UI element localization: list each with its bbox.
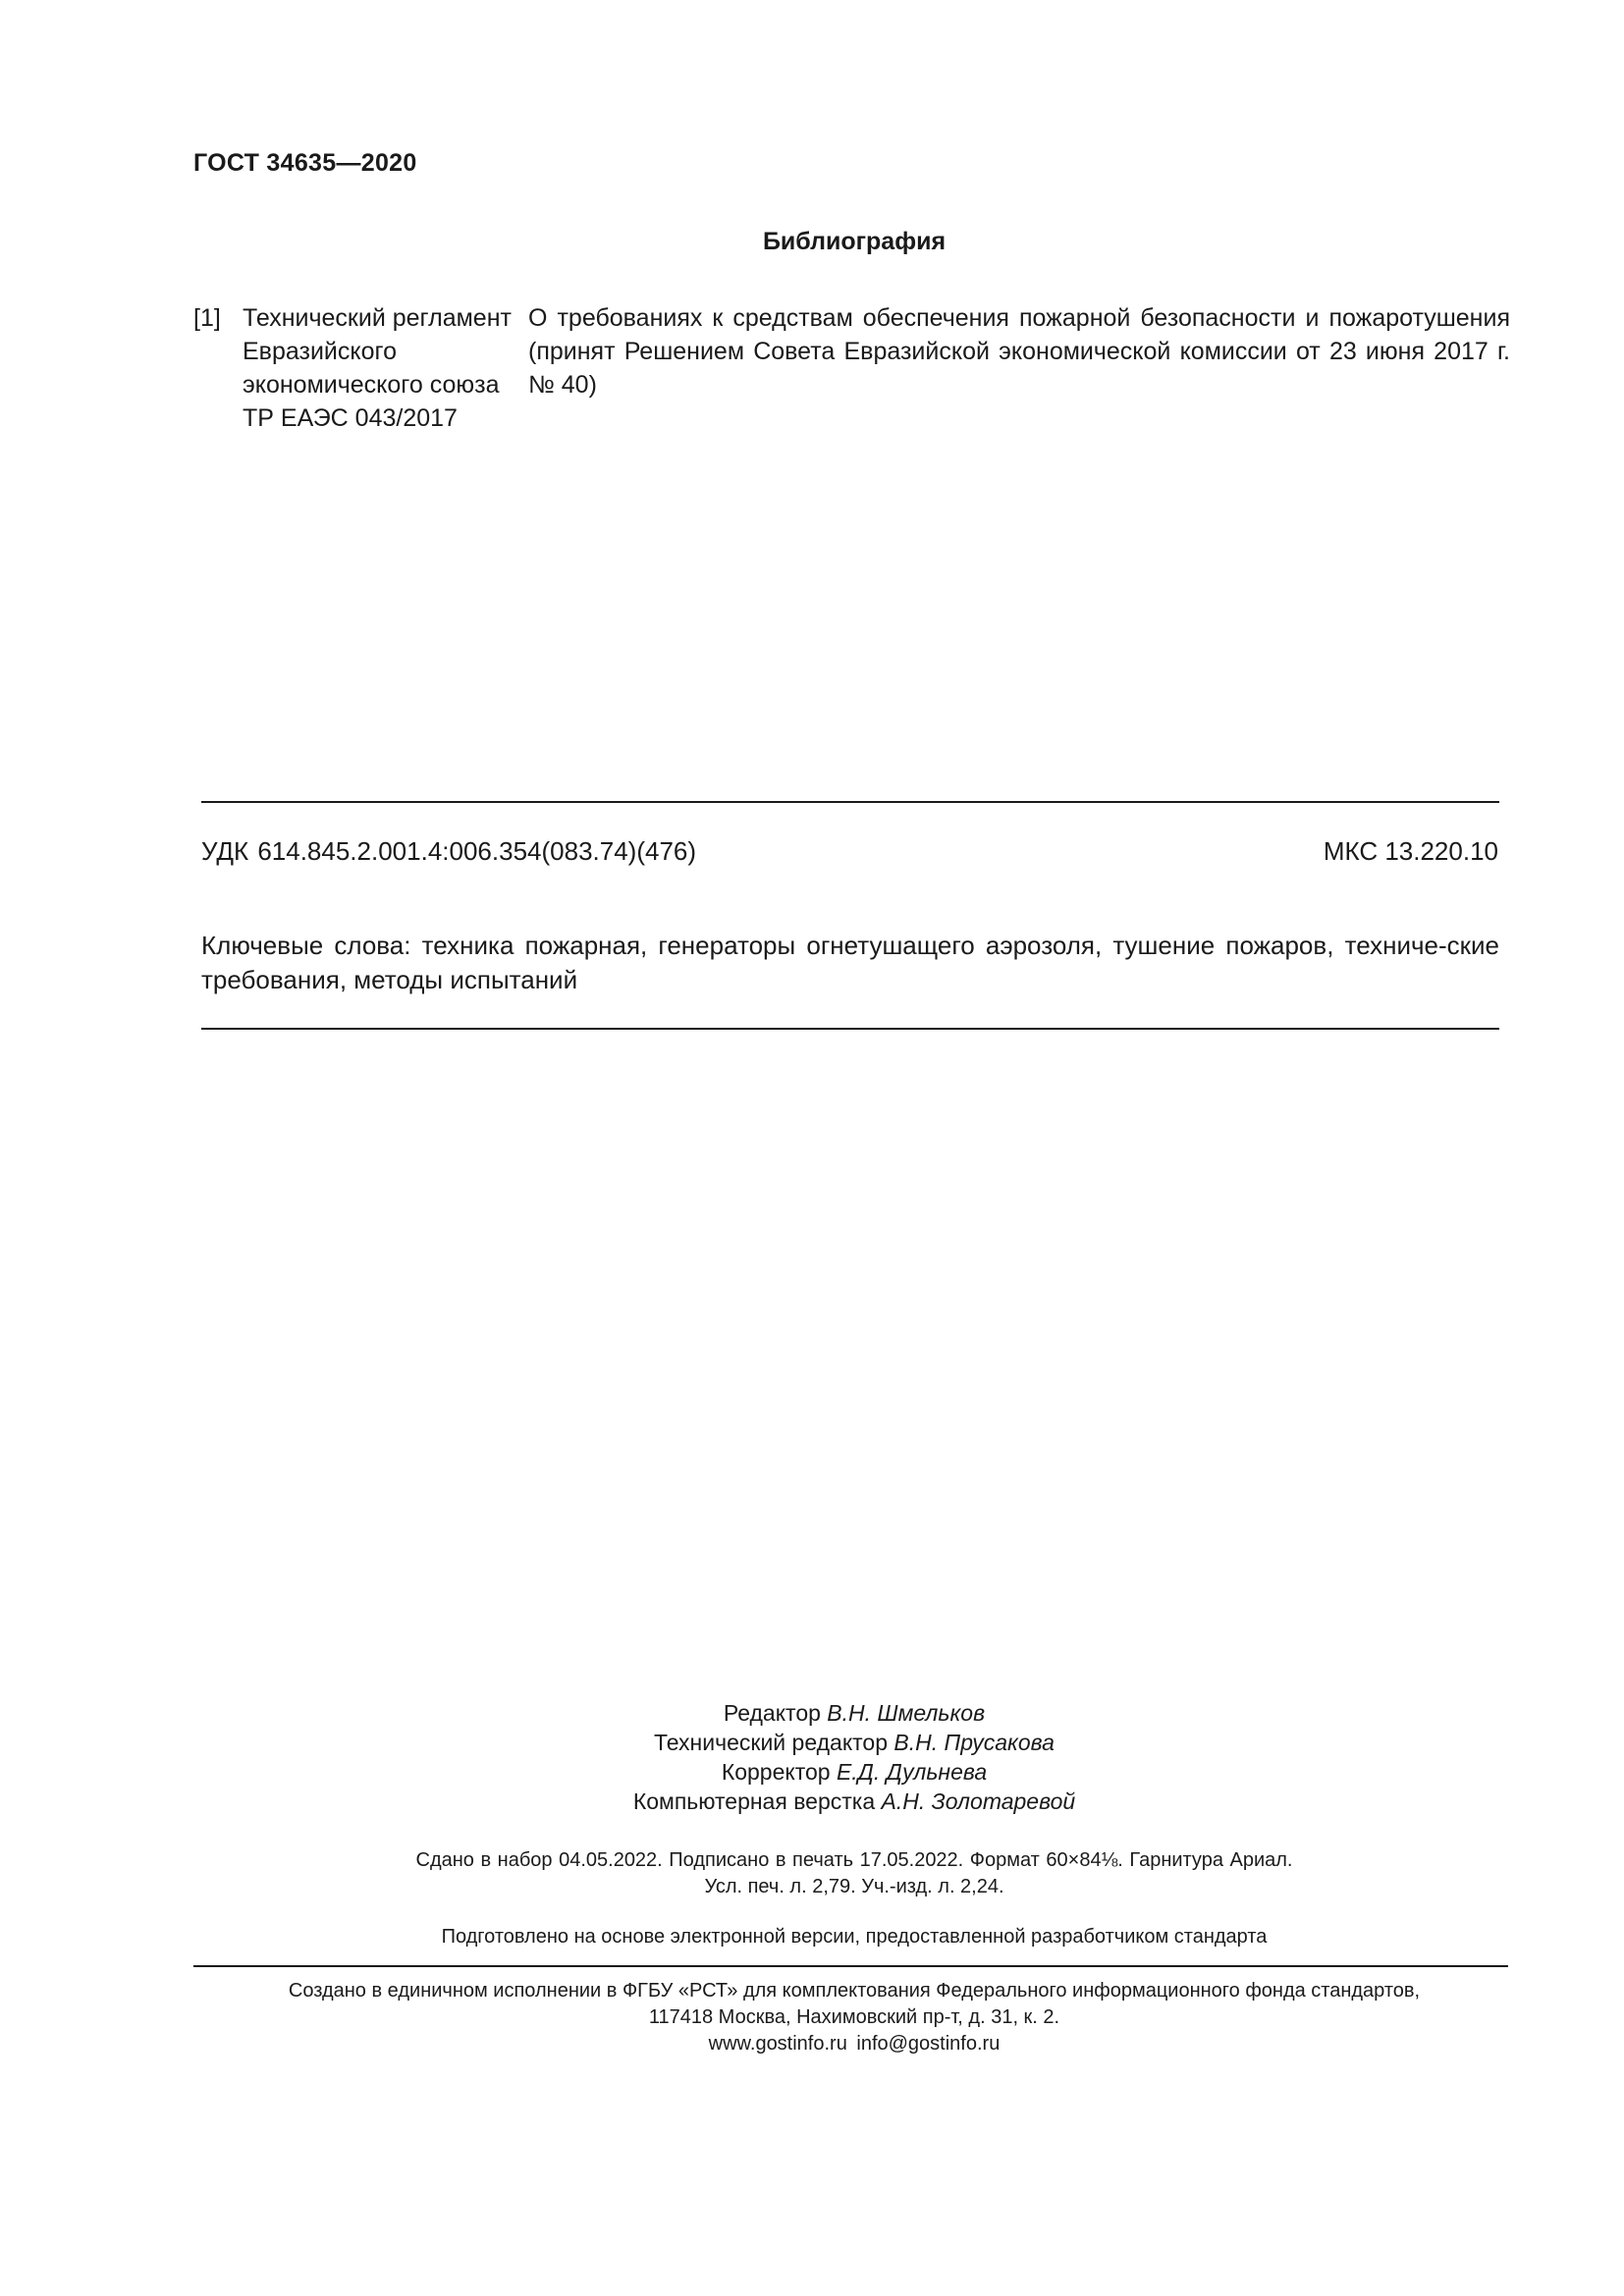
- keywords: Ключевые слова: техника пожарная, генераторы огнетушащего аэрозоля, тушение пожаров, техниче-ские требования, методы испытаний: [201, 931, 1499, 994]
- publisher-address: 117418 Москва, Нахимовский пр-т, д. 31, к. 2.: [648, 2006, 1060, 2028]
- credit-layout: [0, 1787, 1624, 1816]
- divider-top: [201, 801, 1499, 803]
- bibliography-entry-number: [1]: [193, 304, 221, 332]
- bibliography-title: Библиография: [762, 228, 947, 255]
- credit-corrector-name: Е.Д. Дульнева: [836, 1759, 988, 1785]
- publisher-contacts: www.gostinfo.ru info@gostinfo.ru: [708, 2033, 1001, 2055]
- credit-corrector: [0, 1757, 1624, 1787]
- credit-editor: [0, 1698, 1624, 1728]
- publisher-line-1: Создано в единичном исполнении в ФГБУ «РСТ» для комплектования Федерального информационного фонда стандартов,: [288, 1980, 1421, 2002]
- document-header: ГОСТ 34635—2020: [193, 149, 417, 177]
- credit-tech-editor-label: Технический редактор: [654, 1730, 889, 1755]
- credit-tech-editor-name: В.Н. Прусакова: [893, 1730, 1055, 1755]
- footer-divider: [193, 1965, 1508, 1967]
- credit-tech-editor: [0, 1728, 1624, 1757]
- print-info-line-2: Усл. печ. л. 2,79. Уч.-изд. л. 2,24.: [704, 1876, 1004, 1897]
- credit-layout-name: А.Н. Золотаревой: [881, 1789, 1076, 1814]
- udk-code: УДК 614.845.2.001.4:006.354(083.74)(476): [201, 836, 697, 866]
- bibliography-entry-source: Технический регламент Евразийского экономического союза ТР ЕАЭС 043/2017: [243, 304, 512, 432]
- credit-editor-label: Редактор: [723, 1700, 821, 1726]
- divider-bottom: [201, 1028, 1499, 1030]
- print-info-line-1: Сдано в набор 04.05.2022. Подписано в печать 17.05.2022. Формат 60×84⅛. Гарнитура Ариал.: [415, 1849, 1293, 1871]
- credit-editor-name: В.Н. Шмельков: [827, 1700, 986, 1726]
- bibliography-entry-description: О требованиях к средствам обеспечения пожарной безопасности и пожаротушения (принят Решением Совета Евразийской экономической комиссии от 23 июня 2017 г. № 40): [528, 304, 1510, 399]
- prepared-note: Подготовлено на основе электронной версии, предоставленной разработчиком стандарта: [441, 1926, 1268, 1948]
- credit-layout-label: Компьютерная верстка: [632, 1789, 876, 1814]
- credit-corrector-label: Корректор: [721, 1759, 831, 1785]
- mks-code: МКС 13.220.10: [1323, 836, 1498, 866]
